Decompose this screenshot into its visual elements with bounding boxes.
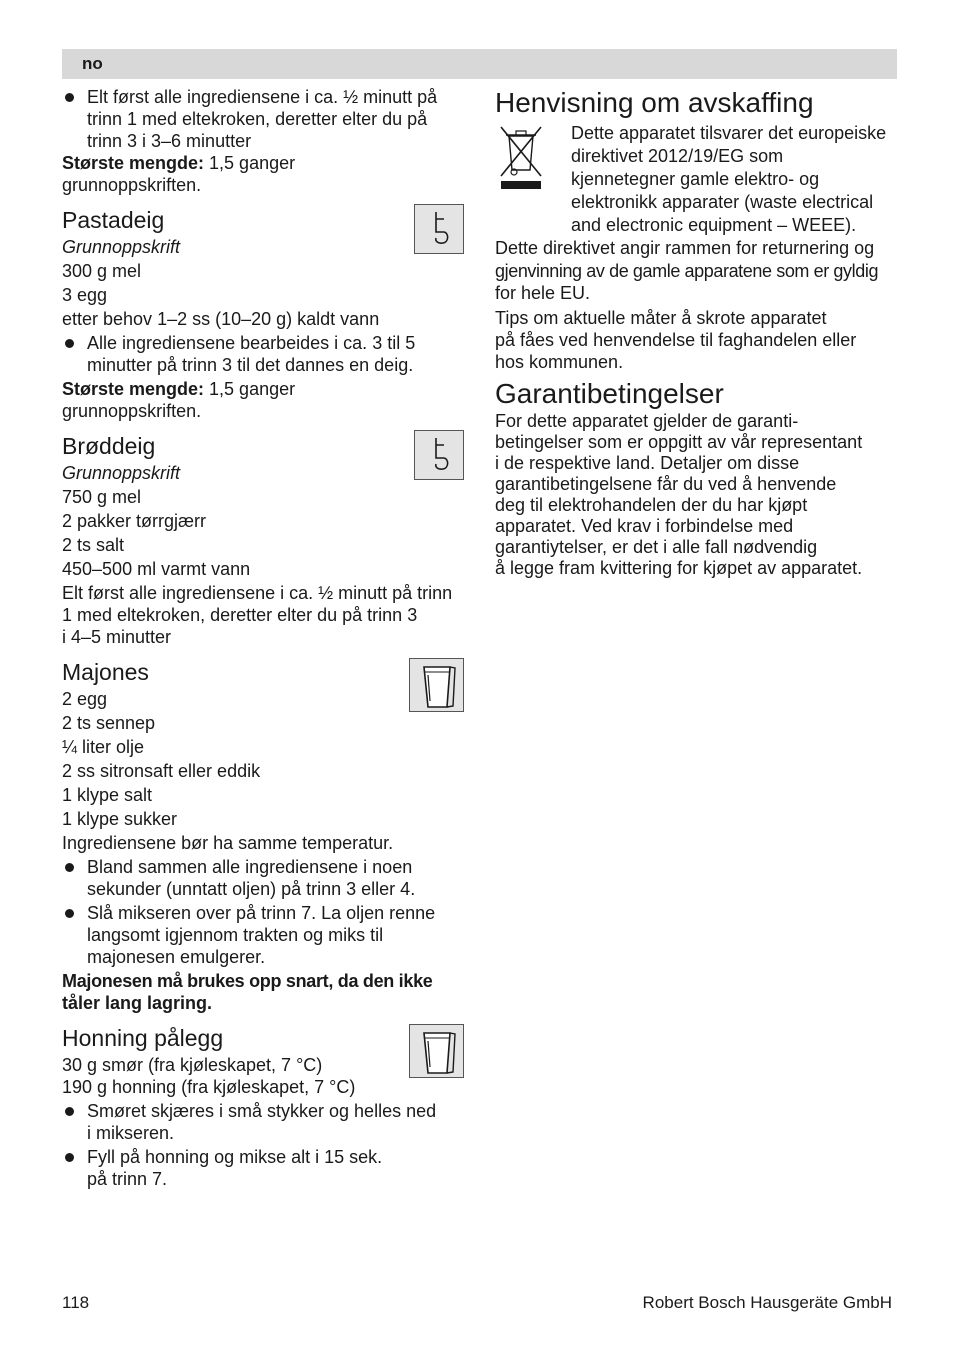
max-amount-value: 1,5 ganger bbox=[204, 379, 296, 399]
mayo-section bbox=[62, 654, 466, 1014]
mayo-note: Ingrediensene bør ha samme temperatur. bbox=[62, 833, 394, 853]
mayo-bullet-line: sekunder (unntatt oljen) på trinn 3 eller 4. bbox=[87, 879, 416, 899]
bread-ingredient: 750 g mel bbox=[62, 487, 142, 507]
pasta-ingredient: etter behov 1–2 ss (10–20 g) kaldt vann bbox=[62, 309, 380, 329]
intro-bullet bbox=[62, 86, 466, 152]
intro-bullet-line: trinn 3 i 3–6 minutter bbox=[87, 131, 252, 151]
pasta-max-amount-line2: grunnoppskriften. bbox=[62, 401, 202, 421]
bullet-dot bbox=[65, 339, 74, 348]
bread-section bbox=[62, 428, 466, 648]
warranty-text-line: å legge fram kvittering for kjøpet av apparatet. bbox=[495, 558, 863, 578]
right-column bbox=[495, 86, 899, 579]
bread-ingredient: 450–500 ml varmt vann bbox=[62, 559, 251, 579]
mayo-ingredient: 1 klype sukker bbox=[62, 809, 178, 829]
honey-title: Honning pålegg bbox=[62, 1025, 224, 1051]
honey-bullet bbox=[62, 1146, 466, 1190]
warranty-title: Garantibetingelser bbox=[495, 378, 724, 409]
mayo-ingredient: ¼ liter olje bbox=[62, 737, 145, 757]
warranty-text-line: apparatet. Ved krav i forbindelse med bbox=[495, 516, 794, 536]
honey-bullet bbox=[62, 1100, 466, 1144]
bread-text-line: Elt først alle ingrediensene i ca. ½ minutt på trinn bbox=[62, 583, 453, 603]
intro-max-amount-line2: grunnoppskriften. bbox=[62, 175, 202, 195]
max-amount-value: 1,5 ganger bbox=[204, 153, 296, 173]
bread-ingredient: 2 pakker tørrgjærr bbox=[62, 511, 207, 531]
honey-bullet-line: Smøret skjæres i små stykker og helles ned bbox=[87, 1101, 437, 1121]
weee-text-line: direktivet 2012/19/EG som bbox=[571, 146, 784, 166]
mayo-bullet-line: langsomt igjennom trakten og miks til bbox=[87, 925, 384, 945]
intro-max-amount bbox=[62, 152, 466, 174]
pasta-bullet-line: minutter på trinn 3 til det dannes en deig. bbox=[87, 355, 414, 375]
disposal-para2-line: Tips om aktuelle måter å skrote apparatet bbox=[495, 308, 827, 328]
max-amount-label: Største mengde: bbox=[62, 153, 205, 173]
bread-ingredient: 2 ts salt bbox=[62, 535, 125, 555]
weee-text-line: Dette apparatet tilsvarer det europeiske bbox=[571, 123, 887, 143]
company-name: Robert Bosch Hausgeräte GmbH bbox=[642, 1293, 892, 1312]
language-code: no bbox=[82, 54, 103, 73]
honey-section bbox=[62, 1020, 466, 1190]
intro-bullet-line: Elt først alle ingrediensene i ca. ½ minutt på bbox=[87, 87, 438, 107]
mayo-bullet-line: Bland sammen alle ingrediensene i noen bbox=[87, 857, 413, 877]
disposal-para1-line: Dette direktivet angir rammen for returnering og bbox=[495, 238, 875, 258]
honey-bullet-line: Fyll på honning og mikse alt i 15 sek. bbox=[87, 1147, 383, 1167]
pasta-bullet bbox=[62, 332, 466, 376]
bread-text-line: i 4–5 minutter bbox=[62, 627, 172, 647]
language-header-bar bbox=[62, 49, 897, 79]
bullet-dot bbox=[65, 93, 74, 102]
honey-bullet-line: i mikseren. bbox=[87, 1123, 175, 1143]
honey-bullet-line: på trinn 7. bbox=[87, 1169, 168, 1189]
intro-bullet-line: trinn 1 med eltekroken, deretter elter du på bbox=[87, 109, 428, 129]
mayo-warning-line: Majonesen må brukes opp snart, da den ikke bbox=[62, 971, 433, 991]
bullet-dot bbox=[65, 909, 74, 918]
mayo-bullet bbox=[62, 902, 466, 968]
max-amount-label: Største mengde: bbox=[62, 379, 205, 399]
blender-cup-icon bbox=[409, 658, 464, 712]
disposal-para2-line: på fåes ved henvendelse til faghandelen eller bbox=[495, 330, 857, 350]
mayo-bullet bbox=[62, 856, 466, 900]
weee-text-line: kjennetegner gamle elektro- og bbox=[571, 169, 820, 189]
mayo-ingredient: 2 ss sitronsaft eller eddik bbox=[62, 761, 261, 781]
mayo-ingredient: 2 egg bbox=[62, 689, 108, 709]
warranty-text-line: betingelser som er oppgitt av vår representant bbox=[495, 432, 863, 452]
pasta-ingredient: 300 g mel bbox=[62, 261, 142, 281]
blender-cup-icon bbox=[409, 1024, 464, 1078]
mayo-title: Majones bbox=[62, 659, 149, 685]
mayo-bullet-line: majonesen emulgerer. bbox=[87, 947, 266, 967]
pasta-ingredient: 3 egg bbox=[62, 285, 108, 305]
warranty-text-line: i de respektive land. Detaljer om disse bbox=[495, 453, 800, 473]
honey-ingredient: 30 g smør (fra kjøleskapet, 7 °C) bbox=[62, 1055, 323, 1075]
page-number: 118 bbox=[62, 1293, 90, 1312]
bullet-dot bbox=[65, 863, 74, 872]
mayo-ingredient: 2 ts sennep bbox=[62, 713, 156, 733]
warranty-text-line: garantibetingelsene får du ved å henvende bbox=[495, 474, 837, 494]
warranty-text-line: garantiytelser, er det i alle fall nødvendig bbox=[495, 537, 818, 557]
mayo-ingredient: 1 klype salt bbox=[62, 785, 153, 805]
warranty-text-line: For dette apparatet gjelder de garanti- bbox=[495, 411, 799, 431]
mayo-warning-line: tåler lang lagring. bbox=[62, 993, 213, 1013]
disposal-para2-line: hos kommunen. bbox=[495, 352, 624, 372]
left-column bbox=[62, 86, 466, 1190]
warranty-text-line: deg til elektrohandelen der du har kjøpt bbox=[495, 495, 808, 515]
mayo-bullet-line: Slå mikseren over på trinn 7. La oljen renne bbox=[87, 903, 436, 923]
dough-hook-icon bbox=[414, 430, 464, 480]
pasta-recipe-label: Grunnoppskrift bbox=[62, 237, 181, 257]
pasta-max-amount bbox=[62, 378, 466, 400]
bread-text-line: 1 med eltekroken, deretter elter du på trinn 3 bbox=[62, 605, 418, 625]
disposal-para1-line: gjenvinning av de gamle apparatene som er gyldig bbox=[495, 261, 879, 281]
weee-block bbox=[495, 122, 899, 236]
bread-title: Brøddeig bbox=[62, 433, 156, 459]
weee-text-line: elektronikk apparater (waste electrical bbox=[571, 192, 874, 212]
dough-hook-icon bbox=[414, 204, 464, 254]
bullet-dot bbox=[65, 1107, 74, 1116]
disposal-para1-line: for hele EU. bbox=[495, 283, 591, 303]
pasta-section bbox=[62, 202, 466, 422]
pasta-bullet-line: Alle ingrediensene bearbeides i ca. 3 til 5 bbox=[87, 333, 416, 353]
weee-text-line: and electronic equipment – WEEE). bbox=[571, 215, 857, 235]
disposal-title: Henvisning om avskaffing bbox=[495, 87, 814, 118]
pasta-title: Pastadeig bbox=[62, 207, 165, 233]
bullet-dot bbox=[65, 1153, 74, 1162]
bread-recipe-label: Grunnoppskrift bbox=[62, 463, 181, 483]
honey-ingredient: 190 g honning (fra kjøleskapet, 7 °C) bbox=[62, 1077, 356, 1097]
crossed-bin-icon bbox=[497, 124, 545, 190]
